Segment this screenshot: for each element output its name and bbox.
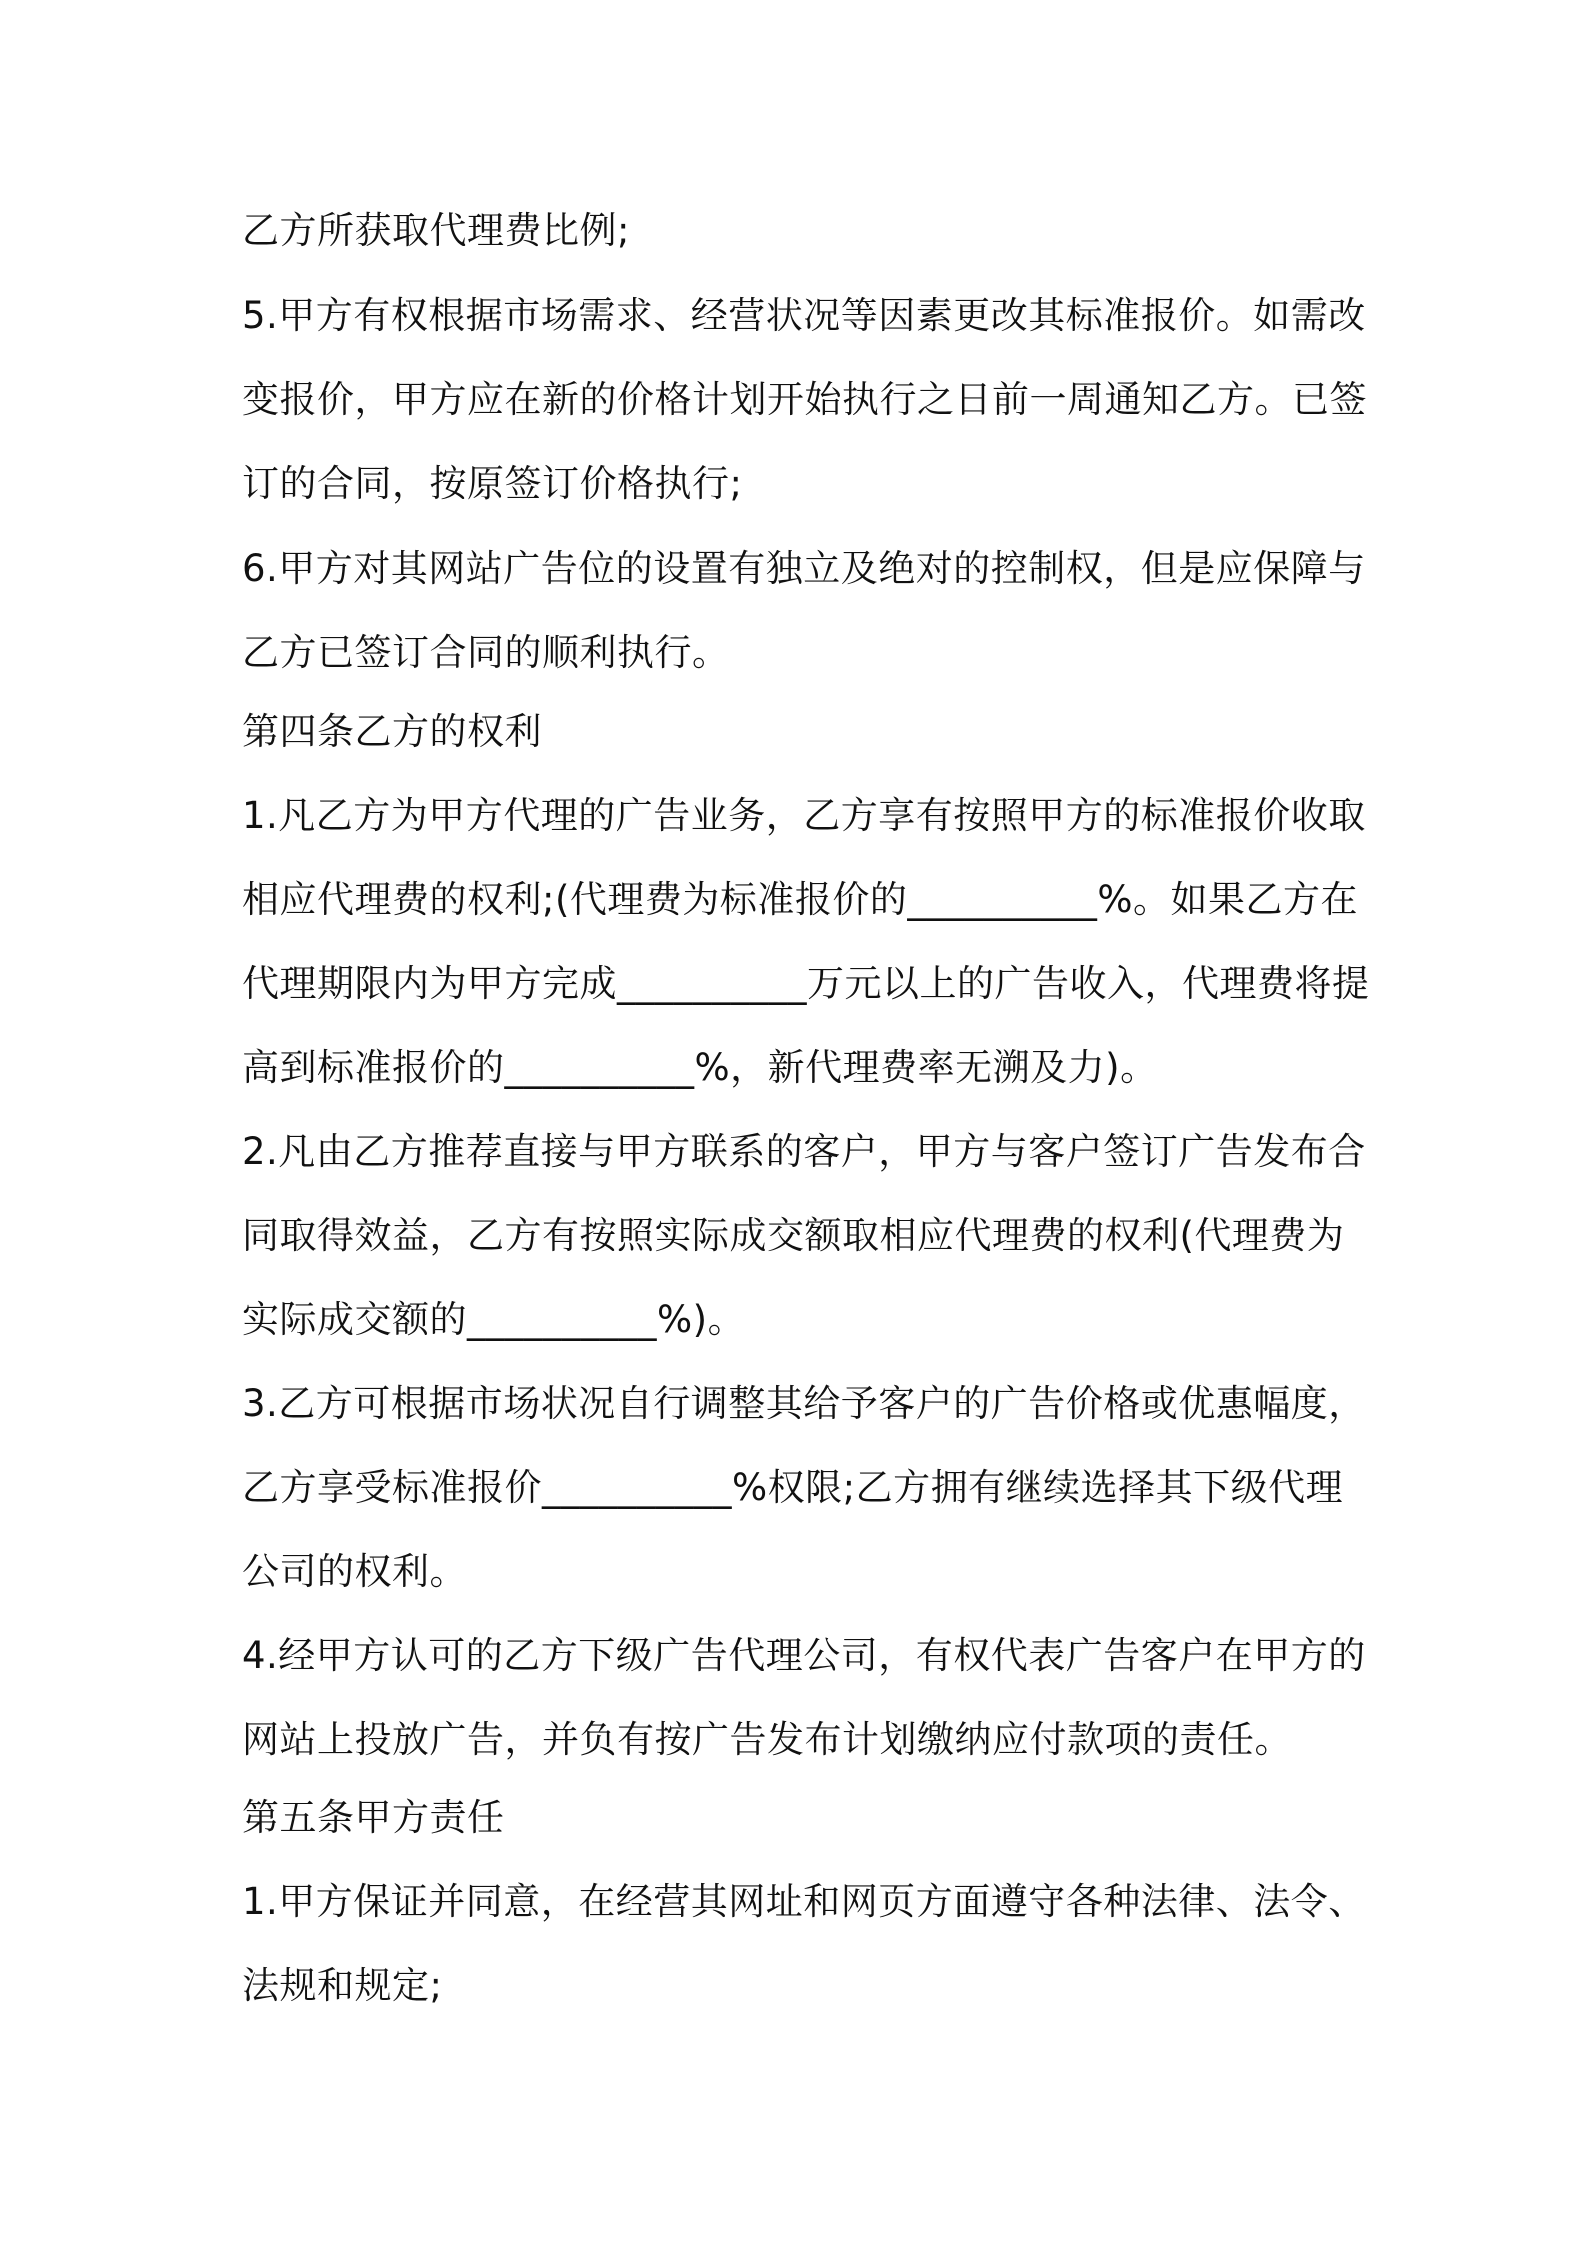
clause-6-line-2: 乙方已签订合同的顺利执行。 (242, 631, 730, 674)
section-heading-article-4: 第四条乙方的权利 (242, 710, 542, 753)
clause-6-line-1: 6.甲方对其网站广告位的设置有独立及绝对的控制权，但是应保障与 (242, 547, 1366, 590)
article-4-clause-2-line-2: 同取得效益，乙方有按照实际成交额取相应代理费的权利(代理费为 (242, 1214, 1345, 1257)
clause-5-line-3: 订的合同，按原签订价格执行; (242, 462, 743, 505)
article-5-clause-1-line-1: 1.甲方保证并同意，在经营其网址和网页方面遵守各种法律、法令、 (242, 1880, 1366, 1923)
article-4-clause-2-line-1: 2.凡由乙方推荐直接与甲方联系的客户，甲方与客户签订广告发布合 (242, 1130, 1366, 1173)
article-4-clause-4-line-2: 网站上投放广告，并负有按广告发布计划缴纳应付款项的责任。 (242, 1718, 1292, 1761)
article-4-clause-3-line-2: 乙方享受标准报价__________%权限;乙方拥有继续选择其下级代理 (242, 1466, 1344, 1509)
article-4-clause-1-line-2: 相应代理费的权利;(代理费为标准报价的__________%。如果乙方在 (242, 878, 1359, 921)
clause-5-line-2: 变报价，甲方应在新的价格计划开始执行之日前一周通知乙方。已签 (242, 378, 1367, 421)
text-line: 乙方所获取代理费比例; (242, 209, 630, 252)
article-4-clause-4-line-1: 4.经甲方认可的乙方下级广告代理公司，有权代表广告客户在甲方的 (242, 1634, 1366, 1677)
clause-5-line-1: 5.甲方有权根据市场需求、经营状况等因素更改其标准报价。如需改 (242, 294, 1366, 337)
article-4-clause-1-line-4: 高到标准报价的__________%，新代理费率无溯及力)。 (242, 1046, 1158, 1089)
section-heading-article-5: 第五条甲方责任 (242, 1796, 505, 1839)
article-4-clause-2-line-3: 实际成交额的__________%)。 (242, 1298, 746, 1341)
article-4-clause-1-line-3: 代理期限内为甲方完成__________万元以上的广告收入，代理费将提 (242, 962, 1370, 1005)
article-5-clause-1-line-2: 法规和规定; (242, 1964, 443, 2007)
article-4-clause-3-line-1: 3.乙方可根据市场状况自行调整其给予客户的广告价格或优惠幅度， (242, 1382, 1366, 1425)
article-4-clause-3-line-3: 公司的权利。 (242, 1550, 467, 1593)
article-4-clause-1-line-1: 1.凡乙方为甲方代理的广告业务，乙方享有按照甲方的标准报价收取 (242, 794, 1366, 837)
